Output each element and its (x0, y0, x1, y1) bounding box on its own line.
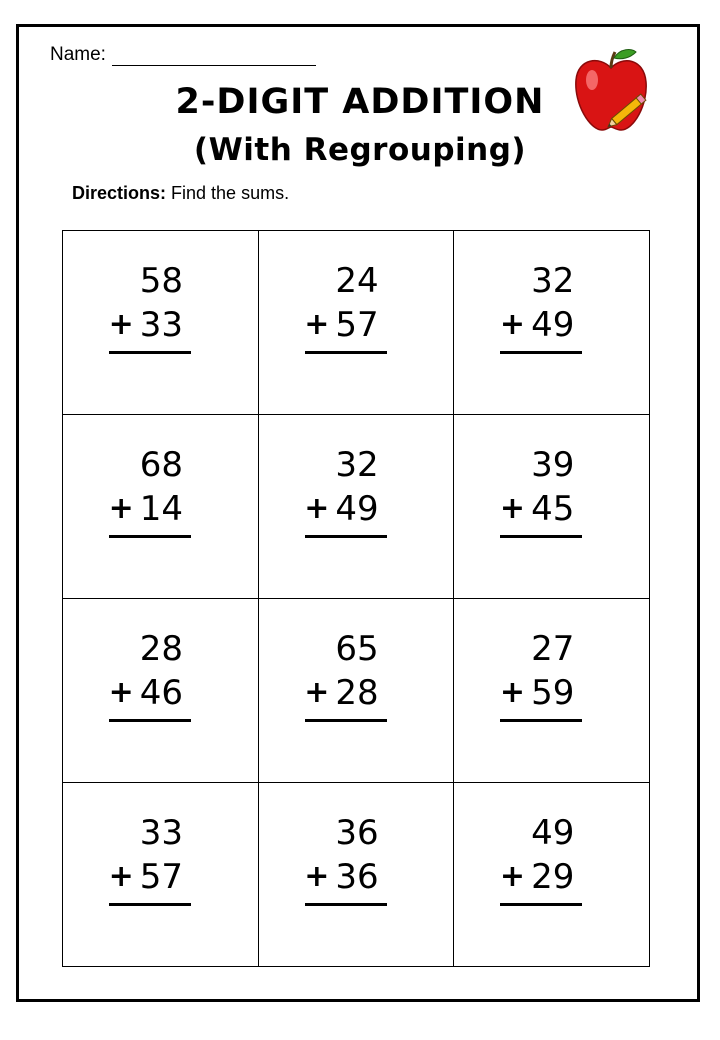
bottom-addend: 46 (139, 673, 183, 713)
plus-sign: + (304, 491, 330, 526)
addition-problem (305, 811, 387, 906)
top-addend: 58 (139, 261, 183, 301)
plus-sign: + (499, 859, 526, 894)
name-field-row (50, 44, 316, 66)
bottom-addend: 59 (531, 673, 575, 713)
top-addend: 27 (531, 629, 575, 669)
addition-problem (109, 443, 191, 538)
worksheet-subtitle: (With Regrouping) (193, 132, 527, 168)
problem-cell[interactable] (63, 231, 259, 415)
plus-sign: + (108, 491, 134, 526)
problem-cell[interactable] (454, 415, 650, 599)
top-addend: 33 (139, 813, 183, 853)
plus-sign: + (108, 859, 134, 894)
bottom-row (305, 303, 387, 347)
plus-sign: + (108, 675, 134, 710)
bottom-addend: 29 (531, 857, 575, 897)
addition-problem (109, 811, 191, 906)
bottom-addend: 14 (139, 489, 183, 529)
addition-problem (109, 627, 191, 722)
top-addend: 24 (335, 261, 379, 301)
directions-text: Find the sums. (166, 183, 290, 203)
sum-line (109, 535, 191, 538)
sum-line (109, 719, 191, 722)
problem-cell[interactable] (63, 599, 259, 783)
bottom-row (109, 671, 191, 715)
addition-problem (500, 259, 582, 354)
bottom-row (109, 303, 191, 347)
directions-label: Directions: (72, 183, 167, 203)
name-label: Name: (50, 44, 106, 65)
bottom-row (305, 855, 387, 899)
top-addend: 28 (139, 629, 183, 669)
top-addend: 39 (531, 445, 575, 485)
bottom-row (500, 855, 582, 899)
plus-sign: + (304, 675, 330, 710)
bottom-row (500, 303, 582, 347)
problem-cell[interactable] (259, 415, 455, 599)
problem-grid (62, 230, 650, 967)
sum-line (305, 903, 387, 906)
plus-sign: + (304, 307, 330, 342)
bottom-addend: 33 (139, 305, 183, 345)
problem-cell[interactable] (454, 231, 650, 415)
bottom-addend: 49 (335, 489, 379, 529)
top-addend: 32 (335, 445, 379, 485)
plus-sign: + (499, 307, 526, 342)
sum-line (109, 351, 191, 354)
bottom-row (305, 487, 387, 531)
sum-line (500, 351, 582, 354)
problem-cell[interactable] (454, 783, 650, 967)
addition-problem (305, 443, 387, 538)
bottom-row (109, 855, 191, 899)
plus-sign: + (108, 307, 134, 342)
bottom-addend: 36 (335, 857, 379, 897)
bottom-row (500, 487, 582, 531)
sum-line (500, 719, 582, 722)
addition-problem (500, 443, 582, 538)
sum-line (109, 903, 191, 906)
top-addend: 32 (531, 261, 575, 301)
bottom-addend: 28 (335, 673, 379, 713)
directions (72, 183, 289, 204)
worksheet-title: 2-DIGIT ADDITION (175, 82, 545, 122)
sum-line (305, 719, 387, 722)
bottom-addend: 57 (139, 857, 183, 897)
problem-cell[interactable] (259, 599, 455, 783)
addition-problem (305, 627, 387, 722)
problem-cell[interactable] (63, 783, 259, 967)
sum-line (305, 351, 387, 354)
addition-problem (109, 259, 191, 354)
top-addend: 49 (531, 813, 575, 853)
bottom-row (305, 671, 387, 715)
addition-problem (500, 811, 582, 906)
top-addend: 36 (335, 813, 379, 853)
bottom-row (109, 487, 191, 531)
plus-sign: + (499, 491, 526, 526)
addition-problem (500, 627, 582, 722)
top-addend: 65 (335, 629, 379, 669)
sum-line (305, 535, 387, 538)
addition-problem (305, 259, 387, 354)
problem-cell[interactable] (259, 231, 455, 415)
plus-sign: + (304, 859, 330, 894)
bottom-addend: 45 (531, 489, 575, 529)
plus-sign: + (499, 675, 526, 710)
problem-cell[interactable] (63, 415, 259, 599)
sum-line (500, 535, 582, 538)
bottom-row (500, 671, 582, 715)
name-blank-line[interactable] (112, 47, 316, 66)
sum-line (500, 903, 582, 906)
problem-cell[interactable] (259, 783, 455, 967)
top-addend: 68 (139, 445, 183, 485)
bottom-addend: 57 (335, 305, 379, 345)
problem-cell[interactable] (454, 599, 650, 783)
bottom-addend: 49 (531, 305, 575, 345)
apple-with-pencil-icon (570, 46, 652, 136)
